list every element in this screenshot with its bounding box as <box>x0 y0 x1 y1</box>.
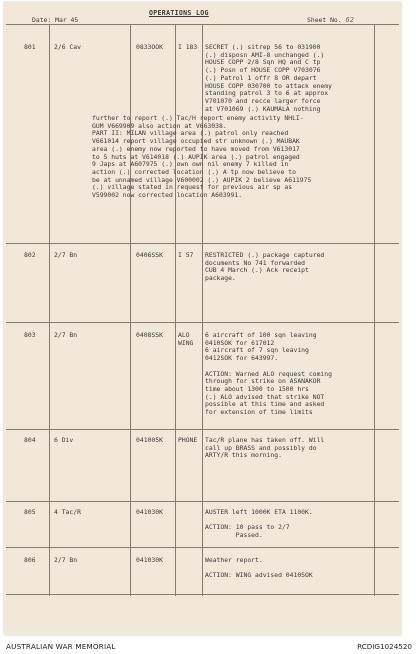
message-reference: I 183 <box>178 43 198 51</box>
column-rule <box>175 24 176 596</box>
serial-number: 803 <box>24 331 36 339</box>
from-unit: 4 Tac/R <box>54 508 81 516</box>
sheet-label: Sheet No. <box>307 16 342 24</box>
time-of-origin: 0833OOK <box>136 43 163 51</box>
archive-name: AUSTRALIAN WAR MEMORIAL <box>6 642 116 651</box>
column-rule <box>130 24 131 596</box>
message-reference: ALO WING <box>178 331 194 347</box>
from-unit: 6 Div <box>54 436 74 444</box>
time-of-origin: 041005K <box>136 436 163 444</box>
time-of-origin: 041030K <box>136 556 163 564</box>
time-of-origin: 0408SSK <box>136 331 163 339</box>
message-text: Weather report. ACTION: WING advised 0410SOK <box>205 556 313 580</box>
message-text: RESTRICTED (.) package captured documents No 741 forwarded CUB 4 March (.) Ack receipt package. <box>205 251 325 283</box>
serial-number: 805 <box>24 508 36 516</box>
time-of-origin: 0406SSK <box>136 251 163 259</box>
message-reference: I 57 <box>178 251 194 259</box>
message-text: 6 aircraft of 100 sqn leaving 0410SOK for 617012 6 aircraft of 7 sqn leaving 0412SOK for 643997. ACTION: Warned ALO request coming through for strike on ASANAKOR time about 1300 to 1500 hrs (.) ALO advised that strike NOT possible at this time and asked for extension of time limits <box>205 331 332 417</box>
message-text: AUSTER left 1000K ETA 1100K. ACTION: 10 pass to 2/7 Passed. <box>205 508 313 540</box>
serial-number: 804 <box>24 436 36 444</box>
page-title: OPERATIONS LOG <box>149 9 209 17</box>
row-rule <box>6 594 399 595</box>
date-field <box>32 16 78 24</box>
from-unit: 2/7 Bn <box>54 556 78 564</box>
time-of-origin: 041030K <box>136 508 163 516</box>
column-rule <box>49 24 50 596</box>
log-sheet <box>4 2 401 635</box>
sheet-number: 62 <box>345 16 354 24</box>
archive-reference: RCDIG1024520 <box>357 642 412 651</box>
message-text: Tac/R plane has taken off. Will call up BRASS and possibly do ARTY/R this morning. <box>205 436 325 460</box>
column-rule <box>374 24 375 596</box>
row-rule <box>6 547 399 548</box>
serial-number: 806 <box>24 556 36 564</box>
row-rule <box>6 243 399 244</box>
row-rule <box>6 501 399 502</box>
archive-footer <box>0 638 418 654</box>
from-unit: 2/7 Bn <box>54 251 78 259</box>
message-text: SECRET (.) sitrep 56 to 031900 (.) disposn AMI-8 unchanged (.) HOUSE COPP 2/8 Sqn HQ and C tp (.) Posn of HOUSE COPP V703076 (.) Patrol 1 offr 8 OR depart HOUSE COPP 030700 to attack enemy standing patrol 3 to 6 at approx V701070 and recce larger force at V701069 (.) KAUMALA nothing <box>205 43 332 113</box>
message-reference: PHONE <box>178 436 198 444</box>
row-rule <box>6 429 399 430</box>
serial-number: 801 <box>24 43 36 51</box>
sheet-number-field <box>307 16 354 24</box>
date-label: Date: <box>32 16 52 24</box>
serial-number: 802 <box>24 251 36 259</box>
from-unit: 2/6 Cav <box>54 43 81 51</box>
column-rule <box>202 24 203 596</box>
message-continuation: further to report (.) Tac/H report enemy activity NHLI- GUM V669909 also action at V663038. PART II: MILAN village area (.) patrol only reached V661014 report village occupied str unknown (.) MAUBAK area (.) enemy now reported to have moved from V613017 to 5 huts at V614018 (.) AUPIK area (.) patrol engaged 9 Japs at A607975 (.) own own nil enemy 7 killed in action (.) corrected location (.) A tp now believe to be at unnamed village V600002 (.) AUPIK 2 believe A611975 (.) village stated in request for previous air sp as V599002 now corrected location A603991. <box>92 114 312 200</box>
date-value: Mar 45 <box>55 16 79 24</box>
row-rule <box>6 322 399 323</box>
from-unit: 2/7 Bn <box>54 331 78 339</box>
